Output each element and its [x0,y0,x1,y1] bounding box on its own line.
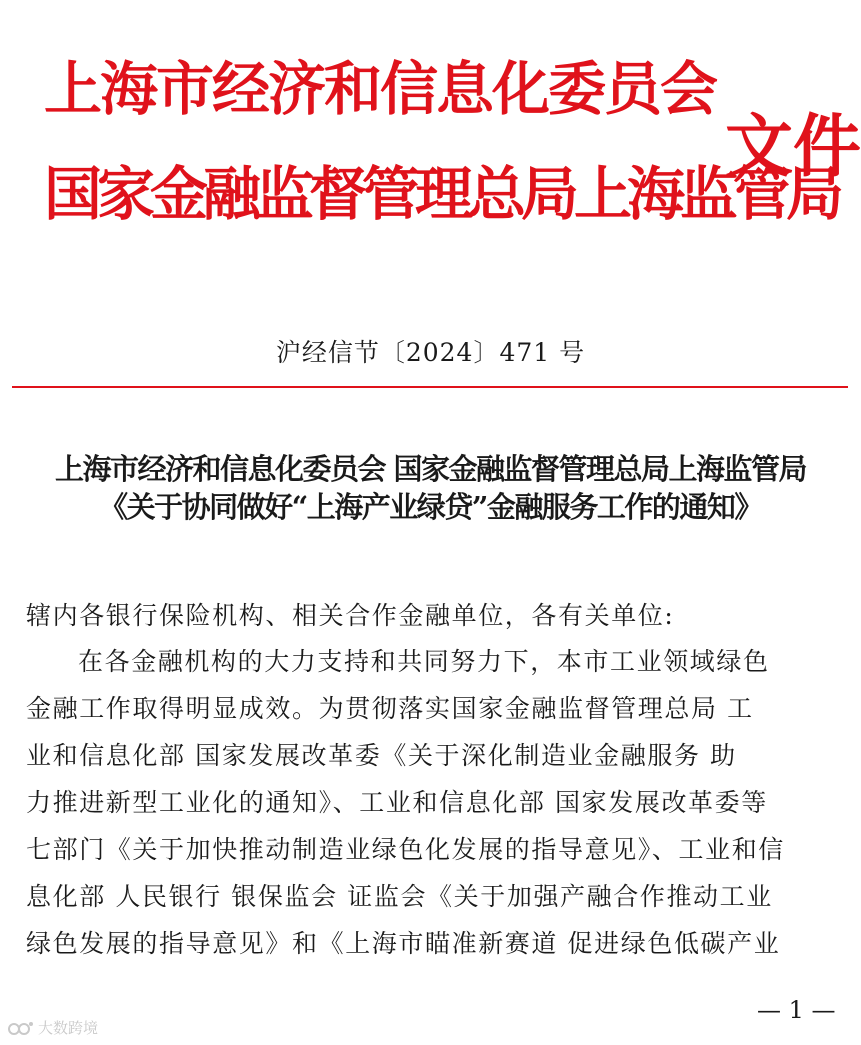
document-title-line-2: 《关于协同做好“上海产业绿贷”金融服务工作的通知》 [99,490,762,524]
body-line: 在各金融机构的大力支持和共同努力下，本市工业领域绿色 [78,647,770,676]
document-number: 沪经信节〔2024〕471 号 [275,338,586,367]
body-line: 力推进新型工业化的通知》、工业和信息化部 国家发展改革委等 [26,788,768,817]
page-number: — 1 — [757,996,836,1024]
issuing-agency-2: 国家金融监督管理总局上海监管局 [44,160,840,228]
document-title-line-1: 上海市经济和信息化委员会 国家金融监督管理总局上海监管局 [54,452,807,486]
body-line: 业和信息化部 国家发展改革委《关于深化制造业金融服务 助 [26,741,737,770]
watermark-logo-icon [8,1020,34,1038]
red-divider-line [12,386,848,388]
issuing-agency-1: 上海市经济和信息化委员会 [44,55,717,123]
body-line: 金融工作取得明显成效。为贯彻落实国家金融监督管理总局 工 [26,694,754,723]
watermark [8,1017,98,1038]
document-suffix: 文件 [725,107,861,187]
body-line: 绿色发展的指导意见》和《上海市瞄准新赛道 促进绿色低碳产业 [26,929,781,958]
body-line: 息化部 人民银行 银保监会 证监会《关于加强产融合作推动工业 [26,882,773,911]
watermark-text: 大数跨境 [38,1019,99,1037]
salutation: 辖内各银行保险机构、相关合作金融单位，各有关单位: [26,601,675,630]
body-line: 七部门《关于加快推动制造业绿色化发展的指导意见》、工业和信 [26,835,785,864]
